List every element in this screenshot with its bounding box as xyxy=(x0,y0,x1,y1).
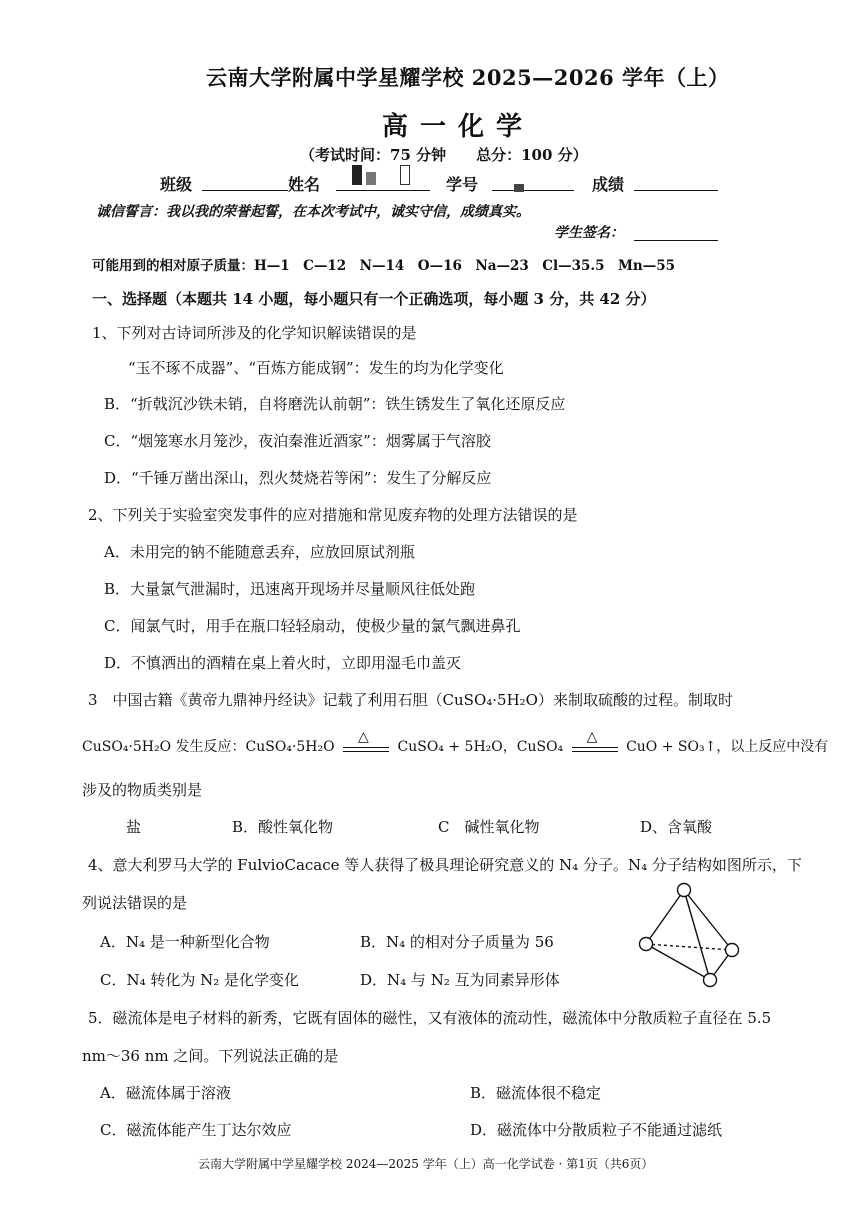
bond-line xyxy=(684,890,710,980)
q5-option-d[interactable]: D．磁流体中分散质粒子不能通过滤纸 xyxy=(470,1121,723,1139)
honesty-pledge: 诚信誓言：我以我的荣誉起誓，在本次考试中，诚实守信，成绩真实。 xyxy=(96,204,530,220)
heat-symbol: △ xyxy=(358,729,369,745)
hidden-bond-line xyxy=(646,944,732,950)
redaction-mark xyxy=(366,172,376,185)
q2-option-a[interactable]: A．未用完的钠不能随意丢弃，应放回原试剂瓶 xyxy=(104,543,415,561)
q3-reaction-tail: CuO + SO₃↑，以上反应中没有 xyxy=(626,739,829,755)
name-label: 姓名 xyxy=(288,175,321,194)
q3-reaction-prefix: CuSO₄·5H₂O 发生反应：CuSO₄·5H₂O xyxy=(82,739,335,755)
number-label: 学号 xyxy=(446,175,479,194)
q5-option-c[interactable]: C．磁流体能产生丁达尔效应 xyxy=(100,1121,292,1139)
name-blank[interactable] xyxy=(336,176,430,191)
signature-blank[interactable] xyxy=(634,226,718,241)
score-blank[interactable] xyxy=(634,176,718,191)
q3-option-b[interactable]: B．酸性氧化物 xyxy=(232,818,334,836)
q2-stem: 2、下列关于实验室突发事件的应对措施和常见废弃物的处理方法错误的是 xyxy=(88,506,578,524)
heat-arrow-2 xyxy=(572,729,618,756)
subject-title: 高一化学 xyxy=(382,112,535,142)
n-atom xyxy=(678,884,691,897)
q4-stem: 4、意大利罗马大学的 FulvioCacace 等人获得了极具理论研究意义的 N₄ 分子。N₄ 分子结构如图所示，下 xyxy=(88,856,802,874)
q3-option-c[interactable]: C 碱性氧化物 xyxy=(438,818,540,836)
q5-option-a[interactable]: A．磁流体属于溶液 xyxy=(100,1084,231,1102)
number-blank[interactable] xyxy=(492,176,574,191)
score-label: 成绩 xyxy=(592,175,625,194)
bond-line xyxy=(684,890,732,950)
q2-option-c[interactable]: C．闻氯气时，用手在瓶口轻轻扇动，使极少量的氯气飘进鼻孔 xyxy=(104,617,521,635)
n-atom xyxy=(640,938,653,951)
q3-option-a[interactable]: 盐 xyxy=(126,818,142,836)
q2-option-d[interactable]: D．不慎洒出的酒精在桌上着火时，立即用湿毛巾盖灭 xyxy=(104,654,462,672)
heat-arrow-1 xyxy=(343,729,389,756)
q3-reaction-mid: CuSO₄ + 5H₂O，CuSO₄ xyxy=(397,739,564,755)
q4-option-d[interactable]: D．N₄ 与 N₂ 互为同素异形体 xyxy=(360,971,560,989)
heat-symbol: △ xyxy=(586,729,598,745)
exam-title: 云南大学附属中学星耀学校 2025—2026 学年（上） xyxy=(206,65,730,90)
q1-stem: 1、下列对古诗词所涉及的化学知识解读错误的是 xyxy=(92,324,417,342)
section-title: 一、选择题（本题共 14 小题，每小题只有一个正确选项，每小题 3 分，共 42 分） xyxy=(92,290,656,308)
n4-molecule-diagram xyxy=(632,878,744,992)
n-atom xyxy=(704,974,717,987)
q2-option-b[interactable]: B．大量氯气泄漏时，迅速离开现场并尽量顺风往低处跑 xyxy=(104,580,476,598)
q1-option-b[interactable]: B．“折戟沉沙铁未销，自将磨洗认前朝”：铁生锈发生了氧化还原反应 xyxy=(104,395,566,413)
q5-line2: nm～36 nm 之间。下列说法正确的是 xyxy=(82,1047,339,1065)
q1-option-d[interactable]: D．“千锤万凿出深山，烈火焚烧若等闲”：发生了分解反应 xyxy=(104,469,492,487)
q5-stem: 5．磁流体是电子材料的新秀，它既有固体的磁性，又有液体的流动性，磁流体中分散质粒子直径在 5.5 xyxy=(88,1009,772,1027)
n-atom xyxy=(726,944,739,957)
q3-line3: 涉及的物质类别是 xyxy=(82,781,203,799)
q1-option-a[interactable]: “玉不琢不成器”、“百炼方能成钢”：发生的均为化学变化 xyxy=(128,359,504,377)
exam-info: （考试时间：75 分钟 总分：100 分） xyxy=(300,146,588,164)
q4-option-a[interactable]: A．N₄ 是一种新型化合物 xyxy=(100,933,270,951)
bond-line xyxy=(646,944,710,980)
q1-option-c[interactable]: C．“烟笼寒水月笼沙，夜泊秦淮近酒家”：烟雾属于气溶胶 xyxy=(104,432,491,450)
redaction-mark xyxy=(400,165,410,185)
q3-stem: 3 中国古籍《黄帝九鼎神丹经诀》记载了利用石胆（CuSO₄·5H₂O）来制取硫酸的过程。制取时 xyxy=(88,691,733,709)
class-label: 班级 xyxy=(160,175,193,194)
q4-option-c[interactable]: C．N₄ 转化为 N₂ 是化学变化 xyxy=(100,971,300,989)
atomic-masses: 可能用到的相对原子质量：H—1 C—12 N—14 O—16 Na—23 Cl—35.5 Mn—55 xyxy=(92,258,676,274)
q3-reaction-line xyxy=(82,729,829,756)
q4-option-b[interactable]: B．N₄ 的相对分子质量为 56 xyxy=(360,933,554,951)
redaction-mark xyxy=(352,165,362,185)
redaction-mark xyxy=(514,184,524,192)
signature-label: 学生签名： xyxy=(554,225,624,241)
q5-option-b[interactable]: B．磁流体很不稳定 xyxy=(470,1084,602,1102)
bond-line xyxy=(646,890,684,944)
q3-option-d[interactable]: D、含氧酸 xyxy=(640,818,713,836)
q4-line2: 列说法错误的是 xyxy=(82,894,188,912)
page-footer: 云南大学附属中学星耀学校 2024—2025 学年（上）高一化学试卷 · 第1页（共6页） xyxy=(198,1157,654,1171)
class-blank[interactable] xyxy=(202,176,288,191)
